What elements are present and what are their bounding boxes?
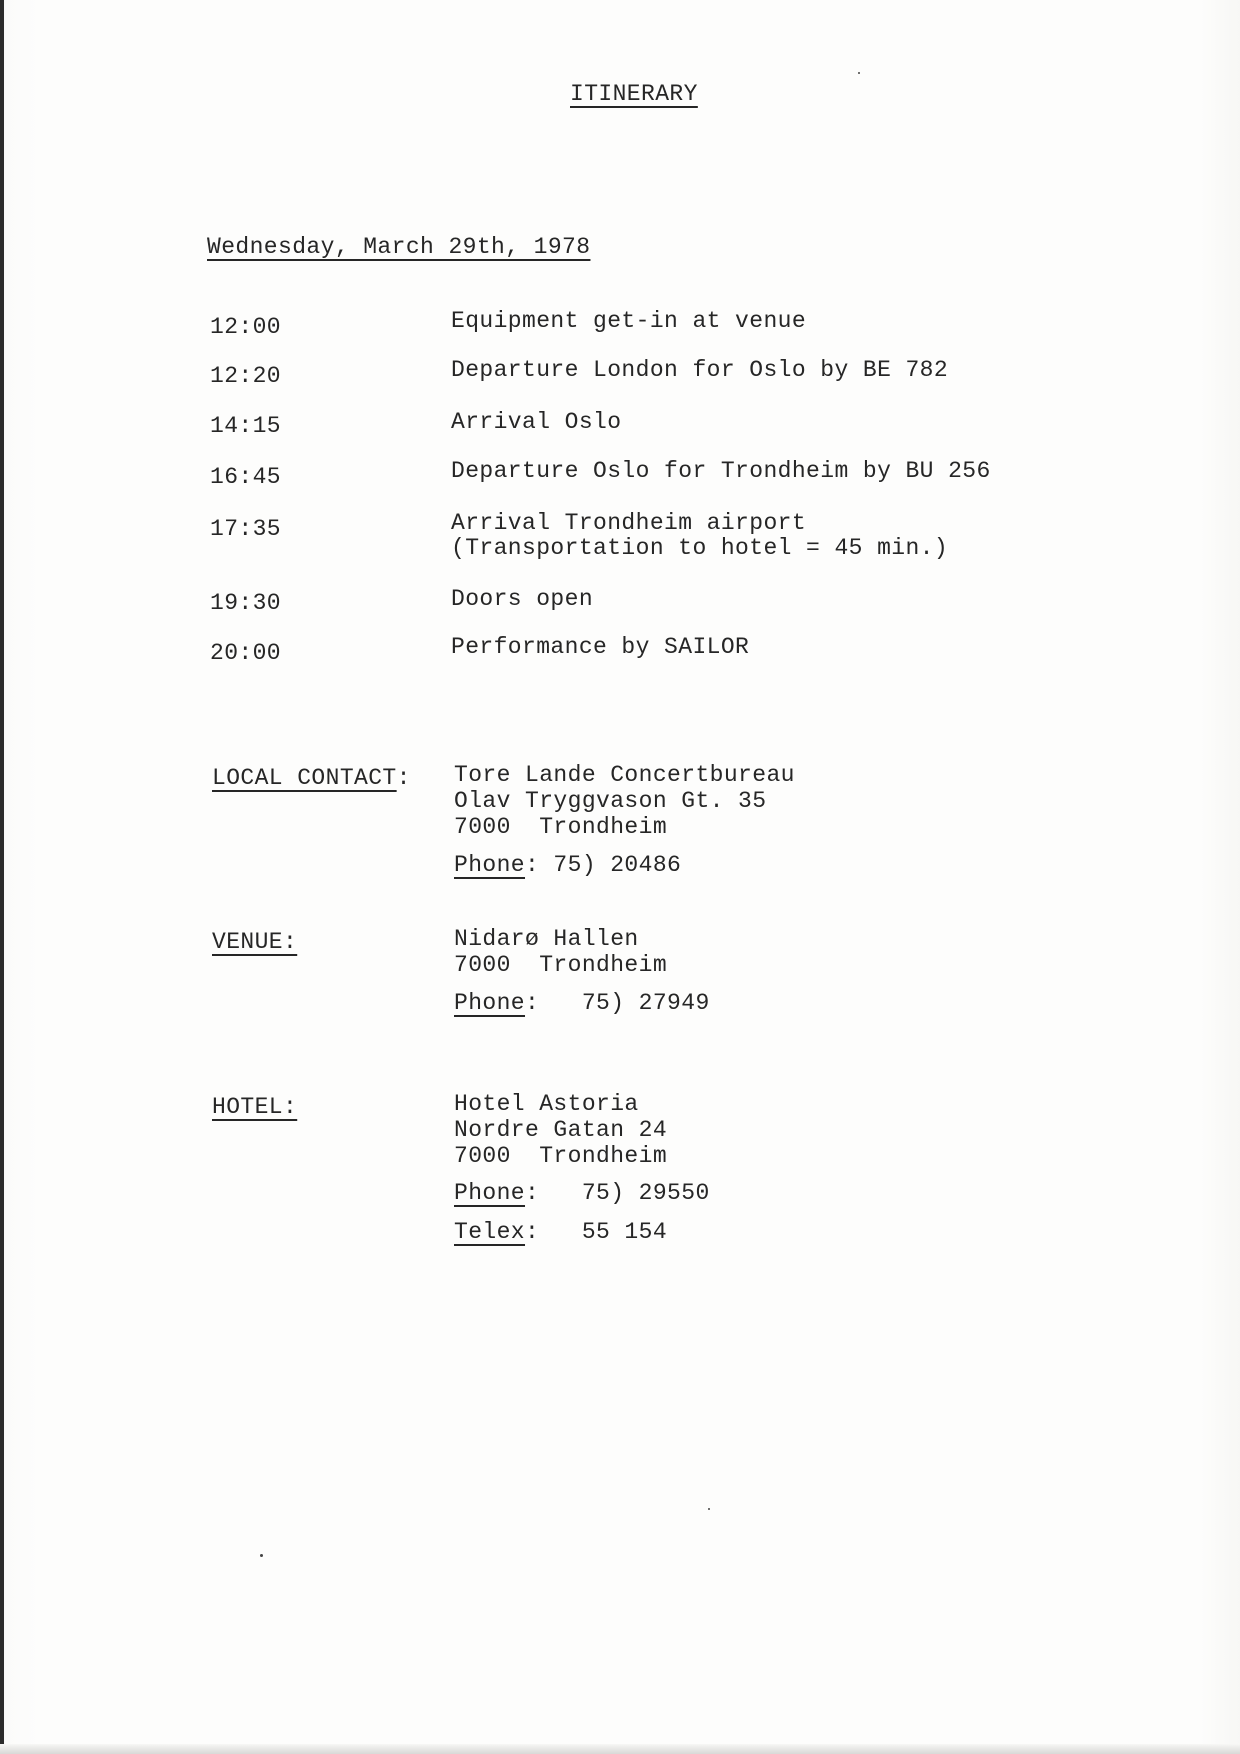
schedule-time: 12:00 (210, 314, 282, 340)
itinerary-date: Wednesday, March 29th, 1978 (207, 234, 591, 260)
phone-number: : 75) 29550 (525, 1180, 710, 1206)
schedule-time: 19:30 (210, 590, 282, 616)
document-title: ITINERARY (570, 81, 698, 107)
schedule-event: Departure Oslo for Trondheim by BU 256 (451, 458, 991, 484)
local-contact-city: 7000 Trondheim (454, 814, 668, 840)
schedule-event: Doors open (451, 586, 594, 612)
venue-name: Nidarø Hallen (454, 926, 639, 952)
schedule-event: Arrival Oslo (451, 409, 622, 435)
venue-label: VENUE: (212, 929, 298, 955)
telex-label: Telex (454, 1219, 526, 1245)
schedule-event: Performance by SAILOR (451, 634, 750, 660)
hotel-phone (454, 1181, 710, 1206)
schedule-event: Arrival Trondheim airport (451, 510, 807, 536)
hotel-street: Nordre Gatan 24 (454, 1117, 668, 1143)
schedule-event-note: (Transportation to hotel = 45 min.) (451, 535, 949, 561)
venue-city: 7000 Trondheim (454, 952, 668, 978)
phone-number: : 75) 27949 (525, 990, 710, 1016)
phone-label: Phone (454, 990, 526, 1016)
schedule-time: 14:15 (210, 413, 282, 439)
schedule-event: Departure London for Oslo by BE 782 (451, 357, 949, 383)
schedule-time: 17:35 (210, 516, 282, 542)
local-contact-label-text: LOCAL CONTACT (212, 765, 397, 791)
hotel-city: 7000 Trondheim (454, 1143, 668, 1169)
local-contact-name: Tore Lande Concertbureau (454, 762, 795, 788)
phone-number: : 75) 20486 (525, 852, 682, 878)
schedule-event: Equipment get-in at venue (451, 308, 807, 334)
phone-label: Phone (454, 852, 526, 878)
phone-label: Phone (454, 1180, 526, 1206)
local-contact-street: Olav Tryggvason Gt. 35 (454, 788, 767, 814)
hotel-label: HOTEL: (212, 1094, 298, 1120)
speck (260, 1554, 263, 1557)
scan-edge (0, 0, 4, 1754)
local-contact-label-colon: : (396, 765, 411, 791)
telex-number: : 55 154 (525, 1219, 668, 1245)
speck (708, 1508, 710, 1510)
venue-phone (454, 991, 710, 1016)
speck (858, 72, 860, 74)
schedule-time: 12:20 (210, 363, 282, 389)
schedule-time: 16:45 (210, 464, 282, 490)
local-contact-label (212, 766, 411, 791)
hotel-telex (454, 1220, 667, 1245)
scan-bottom-edge (0, 1744, 1240, 1754)
hotel-name: Hotel Astoria (454, 1091, 639, 1117)
schedule-time: 20:00 (210, 640, 282, 666)
local-contact-phone (454, 853, 681, 878)
